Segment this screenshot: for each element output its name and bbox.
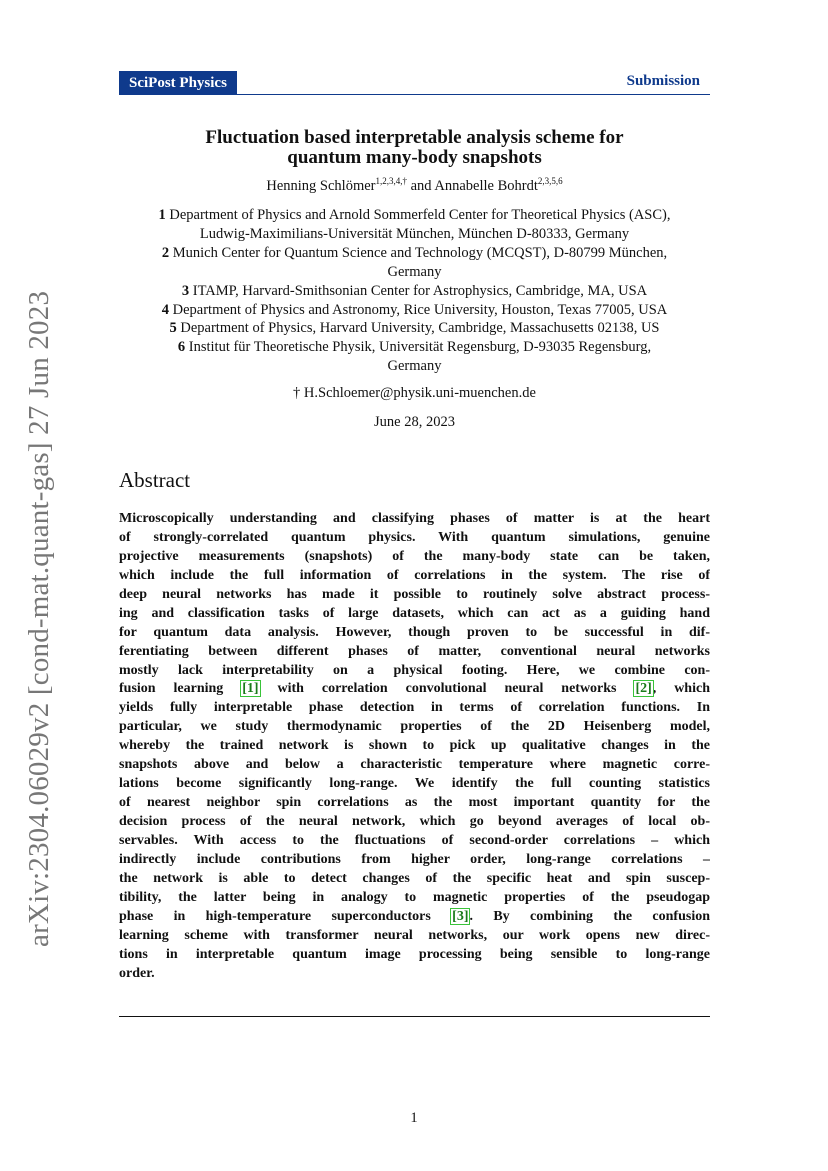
author-name: Annabelle Bohrdt [434,178,538,194]
affiliation-number: 1 [158,207,166,223]
abstract-line: deep neural networks has made it possible to routinely solve abstract process- [119,586,710,602]
abstract-line: fusion learning [1] with correlation convolutional neural networks [2], which [119,681,710,697]
affiliation-number: 6 [177,339,186,356]
affiliation-line [119,357,710,376]
author-conjunction: and [407,178,435,194]
abstract-end-rule [119,1016,710,1017]
abstract-line: for quantum data analysis. However, though proven to be successful in dif- [119,624,710,640]
affiliation-line [119,301,710,320]
paper-title [119,128,710,168]
abstract-line: phase in high-temperature superconductors [3]. By combining the confusion [119,908,710,924]
affiliation-number: 5 [169,320,177,337]
affiliation-text: ITAMP, Harvard-Smithsonian Center for Astrophysics, Cambridge, MA, USA [192,282,648,299]
citation-link[interactable]: [1] [242,681,259,697]
title-line: quantum many-body snapshots [287,147,542,168]
affiliation-number: 4 [161,301,169,318]
author-list [119,178,710,195]
abstract-line: tions in interpretable quantum image processing being sensible to long-range [119,946,710,962]
abstract-line: indirectly include contributions from higher order, long-range correlations – [119,851,710,867]
affiliation-line [119,338,710,357]
abstract-line: projective measurements (snapshots) of the many-body state can be taken, [119,548,710,564]
affiliation-list [119,206,710,376]
author-name: Henning Schlömer [266,178,376,194]
publication-date: June 28, 2023 [374,414,455,430]
abstract-line: mostly lack interpretability on a physical footing. Here, we combine con- [119,662,710,678]
abstract-line: Microscopically understanding and classifying phases of matter is at the heart [119,511,710,526]
affiliation-text: Munich Center for Quantum Science and Technology (MCQST), D-80799 München, [172,244,668,261]
affiliation-text: Ludwig-Maximilians-Universität München, München D-80333, Germany [199,225,630,242]
abstract-line: learning scheme with transformer neural networks, our work opens new direc- [119,927,710,943]
abstract-line: ing and classification tasks of large datasets, which can act as a guiding hand [119,605,710,621]
abstract-line: lations become significantly long-range. We identify the full counting statistics [119,776,710,792]
journal-badge: SciPost Physics [119,71,237,95]
abstract-heading: Abstract [119,468,191,492]
affiliation-text: Institut für Theoretische Physik, Universität Regensburg, D-93035 Regensburg, [188,339,652,356]
abstract-line: of strongly-correlated quantum physics. With quantum simulations, genuine [119,529,710,545]
author-affiliation-marks: 1,2,3,4,† [375,176,407,187]
abstract-line: order. [119,965,155,981]
affiliation-text: Department of Physics and Astronomy, Rice University, Houston, Texas 77005, USA [172,301,668,318]
citation-link[interactable]: [2] [635,681,652,697]
author-affiliation-marks: 2,3,5,6 [537,176,563,187]
abstract-line: yields fully interpretable phase detection in terms of correlation functions. In [119,700,710,716]
affiliation-text: Department of Physics and Arnold Sommerfeld Center for Theoretical Physics (ASC), [169,207,671,223]
header-rule [119,94,710,95]
affiliation-text: Germany [387,358,442,375]
title-line: Fluctuation based interpretable analysis scheme for [205,127,624,148]
submission-label: Submission [626,73,700,89]
affiliation-number: 2 [161,244,170,261]
affiliation-number: 3 [181,282,190,299]
affiliation-line [119,282,710,301]
abstract-line: which include the full information of correlations in the system. The rise of [119,567,710,583]
corresponding-email[interactable]: † H.Schloemer@physik.uni-muenchen.de [293,385,536,401]
abstract-body [119,510,710,983]
journal-header [119,71,710,95]
abstract-line: tibility, the latter being in analogy to magnetic properties of the pseudogap [119,889,710,905]
abstract-line: whereby the trained network is shown to pick up qualitative changes in the [119,738,710,754]
page-number: 1 [410,1110,418,1126]
abstract-line: of nearest neighbor spin correlations as the most important quantity for the [119,795,710,811]
abstract-line: snapshots above and below a characteristic temperature where magnetic corre- [119,757,710,773]
affiliation-line [119,206,710,225]
affiliation-text: Germany [387,263,442,280]
affiliation-text: Department of Physics, Harvard University, Cambridge, Massachusetts 02138, US [180,320,660,337]
citation-link[interactable]: [3] [452,908,469,924]
affiliation-line [119,225,710,244]
arxiv-sidebar-stamp: arXiv:2304.06029v2 [cond-mat.quant-gas] 27 Jun 2023 [23,290,55,947]
affiliation-line [119,319,710,338]
abstract-line: ferentiating between different phases of matter, conventional neural networks [119,643,710,659]
abstract-line: the network is able to detect changes of the specific heat and spin suscep- [119,870,710,886]
abstract-line: particular, we study thermodynamic properties of the 2D Heisenberg model, [119,719,710,735]
affiliation-line [119,263,710,282]
affiliation-line [119,244,710,263]
abstract-line: servables. With access to the fluctuations of second-order correlations – which [119,832,710,848]
abstract-line: decision process of the neural network, which go beyond averages of local ob- [119,814,710,829]
